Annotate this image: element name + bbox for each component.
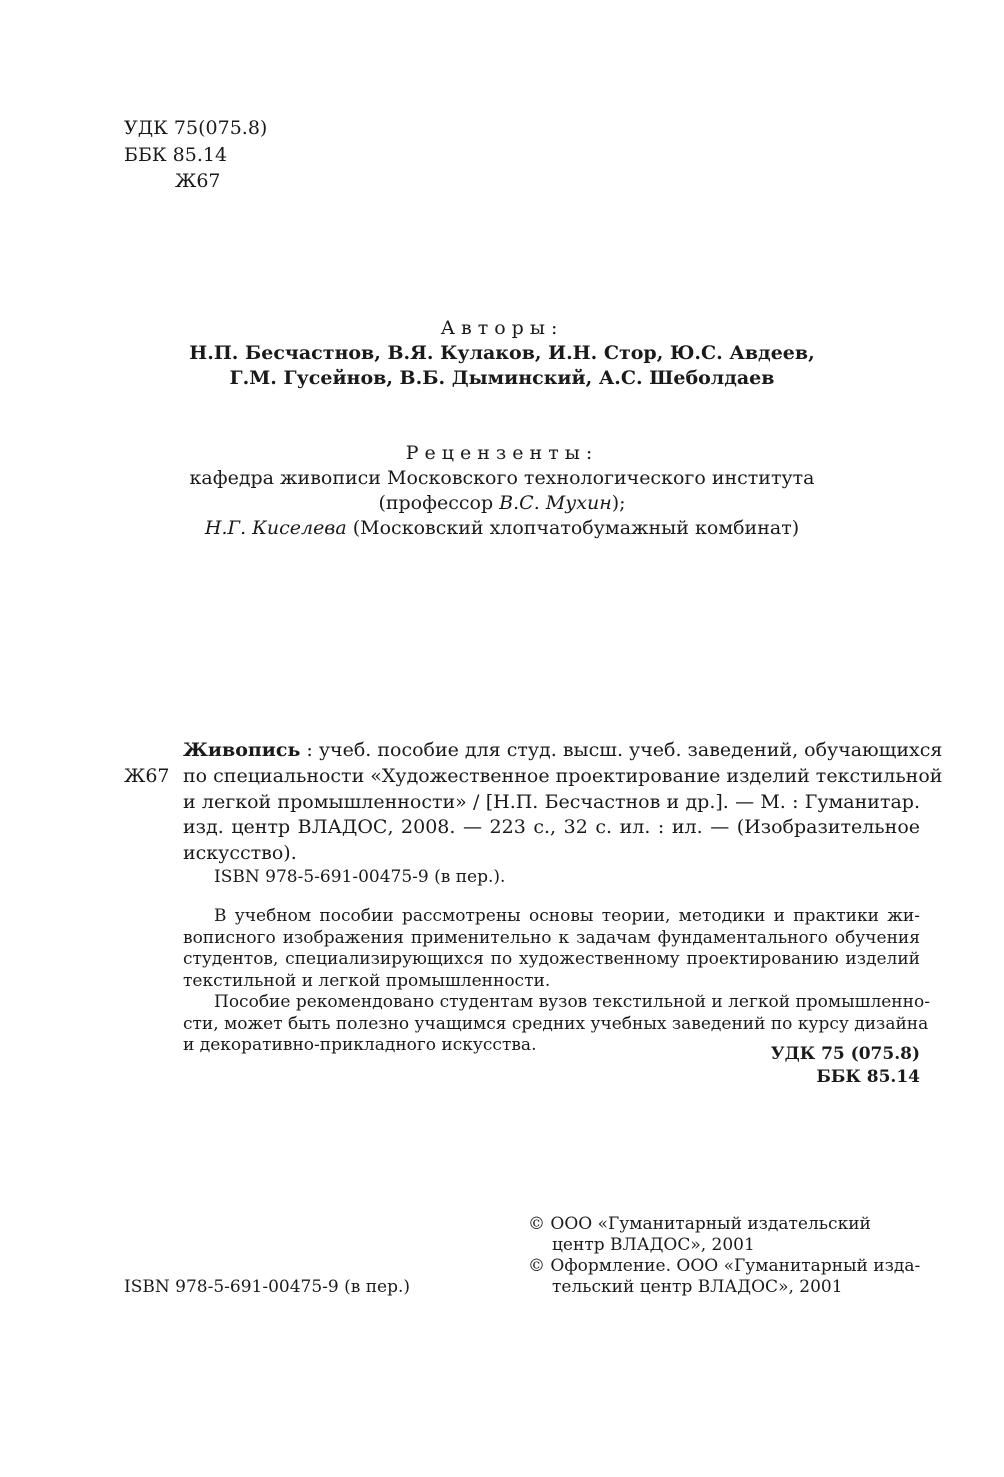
copyright-block	[528, 1214, 920, 1298]
author-sign: Ж67	[175, 170, 221, 192]
copyright-1-line-1: © ООО «Гуманитарный издательский	[528, 1214, 871, 1234]
catalog-line-1: Живопись : учеб. пособие для студ. высш. учеб. заведений, обучающихся	[183, 739, 943, 761]
copyright-icon: ©	[528, 1214, 545, 1234]
reviewers-line-3: Н.Г. Киселева (Московский хлопчатобумажный комбинат)	[204, 517, 800, 539]
footer-isbn: ISBN 978-5-691-00475-9 (в пер.)	[124, 1277, 411, 1297]
reviewers-line-2: (профессор В.С. Мухин);	[378, 492, 626, 514]
desc-p2-line-2: сти, может быть полезно учащимся средних учебных заведений по курсу дизайна	[183, 1013, 929, 1034]
copyright-2-line-1: © Оформление. ООО «Гуманитарный изда-	[528, 1256, 921, 1276]
authors-line-2: Г.М. Гусейнов, В.Б. Дыминский, А.С. Шеболдаев	[229, 367, 775, 389]
authors-block	[0, 316, 1004, 391]
authors-line-1: Н.П. Бесчастнов, В.Я. Кулаков, И.Н. Стор, Ю.С. Авдеев,	[189, 342, 815, 364]
reviewers-line-1: кафедра живописи Московского технологического института	[189, 467, 815, 489]
authors-heading: Авторы:	[440, 317, 564, 339]
catalog-entry	[183, 738, 943, 867]
copyright-icon: ©	[528, 1256, 545, 1276]
desc-udk: УДК 75 (075.8)	[770, 1044, 920, 1064]
reviewers-block	[0, 441, 1004, 541]
catalog-line-3: и легкой промышленности» / [Н.П. Бесчастнов и др.]. — М. : Гуманитар.	[183, 790, 920, 813]
catalog-isbn: ISBN 978-5-691-00475-9 (в пер.).	[214, 867, 506, 887]
desc-p1-line-1: В учебном пособии рассмотрены основы теории, методики и практики жи-	[214, 906, 920, 926]
description-block	[183, 906, 930, 1057]
desc-p2-line-1: Пособие рекомендовано студентам вузов текстильной и легкой промышленно-	[214, 992, 930, 1012]
catalog-line-4: изд. центр ВЛАДОС, 2008. — 223 с., 32 с. ил. : ил. — (Изобразительное	[183, 816, 920, 839]
desc-p1-line-3: студентов, специализирующихся по художественному проектированию изделий	[183, 949, 920, 969]
udk-code: УДК 75(075.8)	[124, 117, 268, 139]
desc-p1-line-4: текстильной и легкой промышленности.	[183, 970, 551, 991]
desc-bbk: ББК 85.14	[816, 1067, 920, 1087]
bbk-code: ББК 85.14	[124, 144, 228, 166]
reviewers-heading: Рецензенты:	[405, 442, 599, 464]
copyright-2-line-2: тельский центр ВЛАДОС», 2001	[552, 1277, 843, 1297]
desc-p1-line-2: вописного изображения применительно к задачам фундаментального обучения	[183, 927, 920, 948]
catalog-line-2: по специальности «Художественное проектирование изделий текстильной	[183, 764, 943, 787]
copyright-1-line-2: центр ВЛАДОС», 2001	[552, 1235, 755, 1255]
catalog-line-5: искусство).	[183, 842, 297, 865]
desc-p2-line-3: и декоративно-прикладного искусства.	[183, 1035, 537, 1055]
catalog-sign: Ж67	[124, 765, 170, 787]
